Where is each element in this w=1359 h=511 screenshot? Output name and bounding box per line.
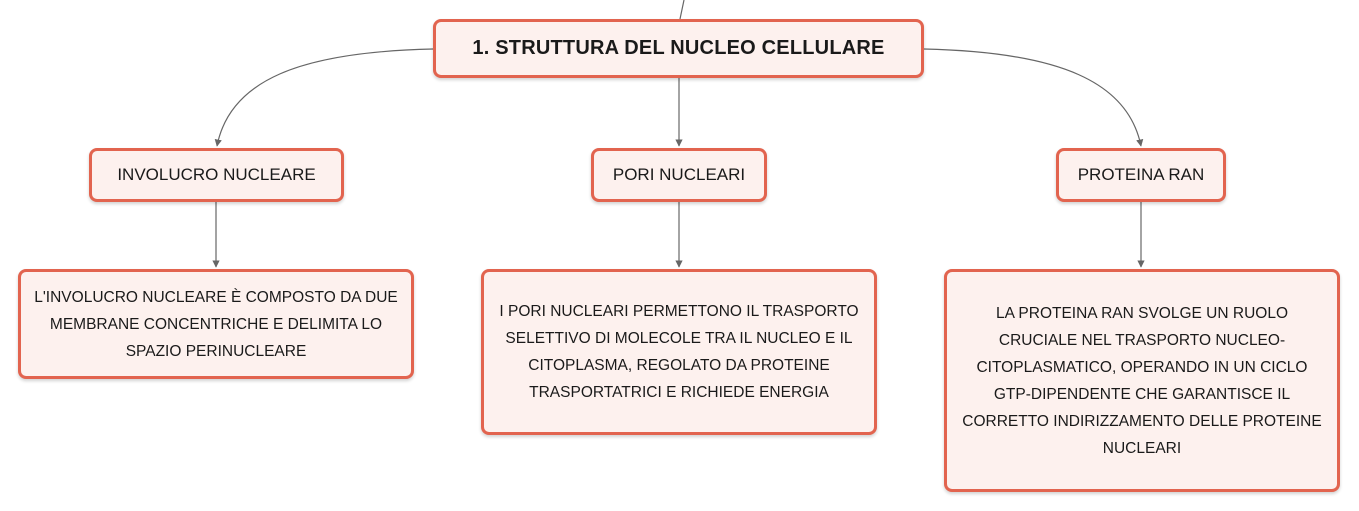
detail-node-proteina-ran[interactable] [944,269,1340,492]
detail-node-text: LA PROTEINA RAN SVOLGE UN RUOLO CRUCIALE NEL TRASPORTO NUCLEO-CITOPLASMATICO, OPERANDO IN UN CICLO GTP-DIPENDENTE CHE GARANTISCE IL CORRETTO INDIRIZZAMENTO DELLE PROTEINE NUCLEARI [962,304,1322,457]
connector-root-to-ran [924,49,1141,146]
branch-node-proteina-ran[interactable] [1056,148,1226,202]
branch-node-label: PROTEINA RAN [1077,165,1205,184]
root-node-label: 1. STRUTTURA DEL NUCLEO CELLULARE [472,37,885,59]
detail-node-text: I PORI NUCLEARI PERMETTONO IL TRASPORTO SELETTIVO DI MOLECOLE TRA IL NUCLEO E IL CITOPLASMA, REGOLATO DA PROTEINE TRASPORTATRICI E RICHIEDE ENERGIA [499,303,859,401]
detail-node-involucro-nucleare[interactable] [18,269,414,379]
branch-node-label: INVOLUCRO NUCLEARE [117,165,316,184]
detail-node-text: L'INVOLUCRO NUCLEARE È COMPOSTO DA DUE MEMBRANE CONCENTRICHE E DELIMITA LO SPAZIO PERINUCLEARE [34,288,398,360]
detail-node-pori-nucleari[interactable] [481,269,877,435]
branch-node-involucro-nucleare[interactable] [89,148,344,202]
branch-node-pori-nucleari[interactable] [591,148,767,202]
connector-root-to-involucro [217,49,433,146]
root-node[interactable] [433,19,924,78]
branch-node-label: PORI NUCLEARI [612,165,746,184]
connector-parent-to-root [680,0,684,19]
